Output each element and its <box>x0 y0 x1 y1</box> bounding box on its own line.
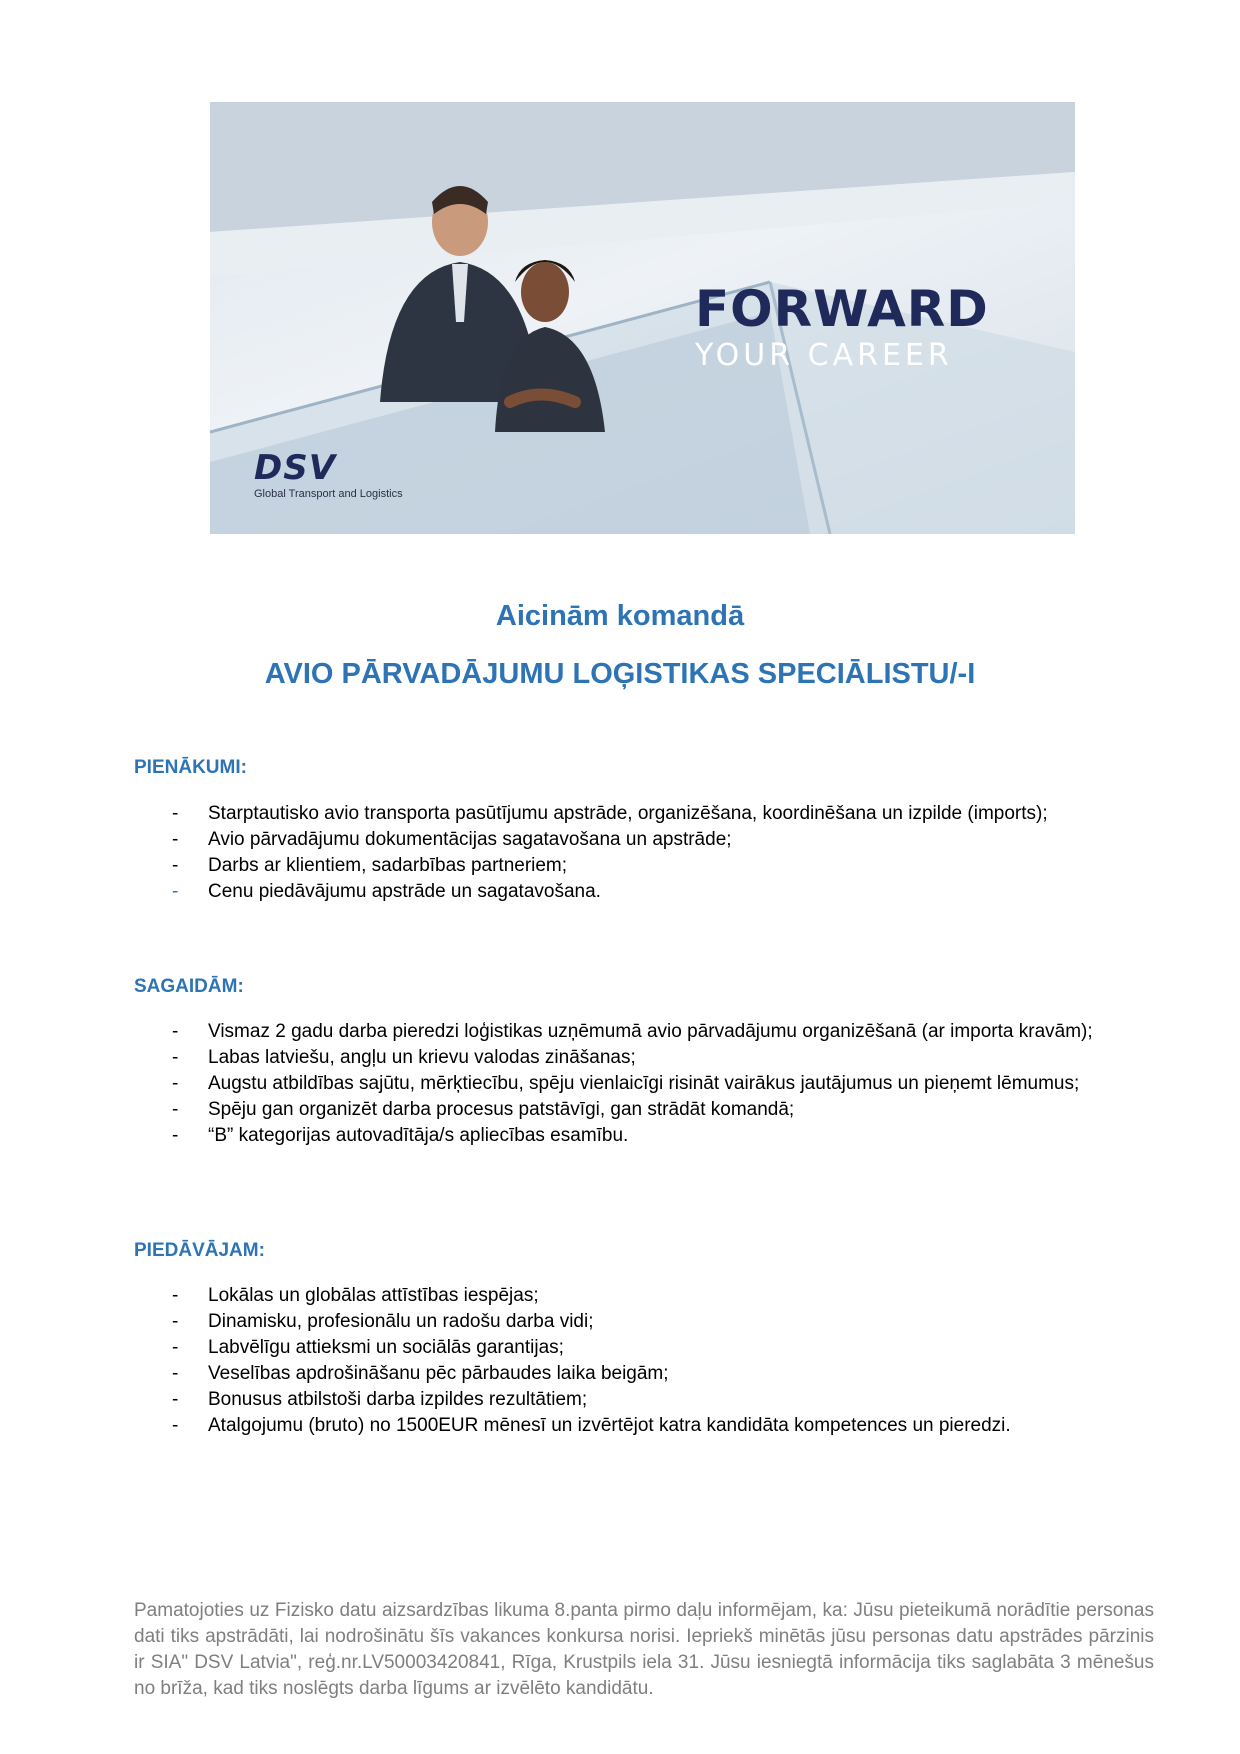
list-dash: - <box>172 803 179 824</box>
list-item: - Vismaz 2 gadu darba pieredzi loģistikas uzņēmumā avio pārvadājumu organizēšanā (ar importa kravām); <box>134 1019 1154 1045</box>
list-item: - Veselības apdrošināšanu pēc pārbaudes laika beigām; <box>134 1361 1154 1387</box>
list-dash: - <box>172 1021 179 1042</box>
list-item: - Avio pārvadājumu dokumentācijas sagatavošana un apstrāde; <box>134 827 1154 853</box>
privacy-notice: Pamatojoties uz Fizisko datu aizsardzības likuma 8.panta pirmo daļu informējam, ka: Jūsu pieteikumā norādītie personas dati tiks apstrādāti, lai nodrošinātu šīs vakances konkursa norisi. Iepriekš minētās jūsu personas datu apstrādes pārzinis ir SIA" DSV Latvia", reģ.nr.LV50003420841, Rīga, Krustpils iela 31. Jūsu iesniegtā informācija tiks saglabāta 3 mēnešus no brīža, kad tiks noslēgts darba līgums ar izvēlēto kandidātu. <box>134 1600 1154 1699</box>
list-dash: - <box>172 881 179 902</box>
career-banner <box>210 102 1075 534</box>
section-title-duties: PIENĀKUMI: <box>134 757 247 778</box>
list-dash: - <box>172 1415 179 1436</box>
list-item: - Lokālas un globālas attīstības iespējas; <box>134 1283 1154 1309</box>
list-item: - Atalgojumu (bruto) no 1500EUR mēnesī un izvērtējot katra kandidāta kompetences un pieredzi. <box>134 1413 1154 1439</box>
list-item: - Labas latviešu, angļu un krievu valodas zināšanas; <box>134 1045 1154 1071</box>
list-item: - Bonusus atbilstoši darba izpildes rezultātiem; <box>134 1387 1154 1413</box>
list-item: - “B” kategorijas autovadītāja/s apliecības esamību. <box>134 1123 1154 1149</box>
expect-list <box>134 1019 1154 1149</box>
section-title-expect: SAGAIDĀM: <box>134 976 244 997</box>
list-item: - Labvēlīgu attieksmi un sociālās garantijas; <box>134 1335 1154 1361</box>
list-item: - Augstu atbildības sajūtu, mērķtiecību, spēju vienlaicīgi risināt vairākus jautājumus un pieņemt lēmumus; <box>134 1071 1154 1097</box>
list-dash: - <box>172 1389 179 1410</box>
section-title-offer: PIEDĀVĀJAM: <box>134 1240 265 1261</box>
list-item: - Starptautisko avio transporta pasūtījumu apstrāde, organizēšana, koordinēšana un izpilde (imports); <box>134 801 1154 827</box>
list-dash: - <box>172 1337 179 1358</box>
duties-list <box>134 801 1154 905</box>
list-item: - Darbs ar klientiem, sadarbības partneriem; <box>134 853 1154 879</box>
list-item: - Spēju gan organizēt darba procesus patstāvīgi, gan strādāt komandā; <box>134 1097 1154 1123</box>
heading-position: AVIO PĀRVADĀJUMU LOĢISTIKAS SPECIĀLISTU/-I <box>264 658 976 690</box>
list-dash: - <box>172 1047 179 1068</box>
list-dash: - <box>172 1125 179 1146</box>
list-item: - Dinamisku, profesionālu un radošu darba vidi; <box>134 1309 1154 1335</box>
banner-title: FORWARD <box>695 280 989 338</box>
dsv-logo: DSV <box>254 448 337 488</box>
list-dash: - <box>172 1073 179 1094</box>
list-dash: - <box>172 1363 179 1384</box>
heading-invite: Aicinām komandā <box>495 600 745 632</box>
list-dash: - <box>172 855 179 876</box>
list-dash: - <box>172 1311 179 1332</box>
list-dash: - <box>172 1099 179 1120</box>
banner-subtitle: YOUR CAREER <box>695 338 953 373</box>
logo-tagline: Global Transport and Logistics <box>254 488 403 500</box>
list-dash: - <box>172 1285 179 1306</box>
list-dash: - <box>172 829 179 850</box>
list-item: - Cenu piedāvājumu apstrāde un sagatavošana. <box>134 879 1154 905</box>
offer-list <box>134 1283 1154 1439</box>
